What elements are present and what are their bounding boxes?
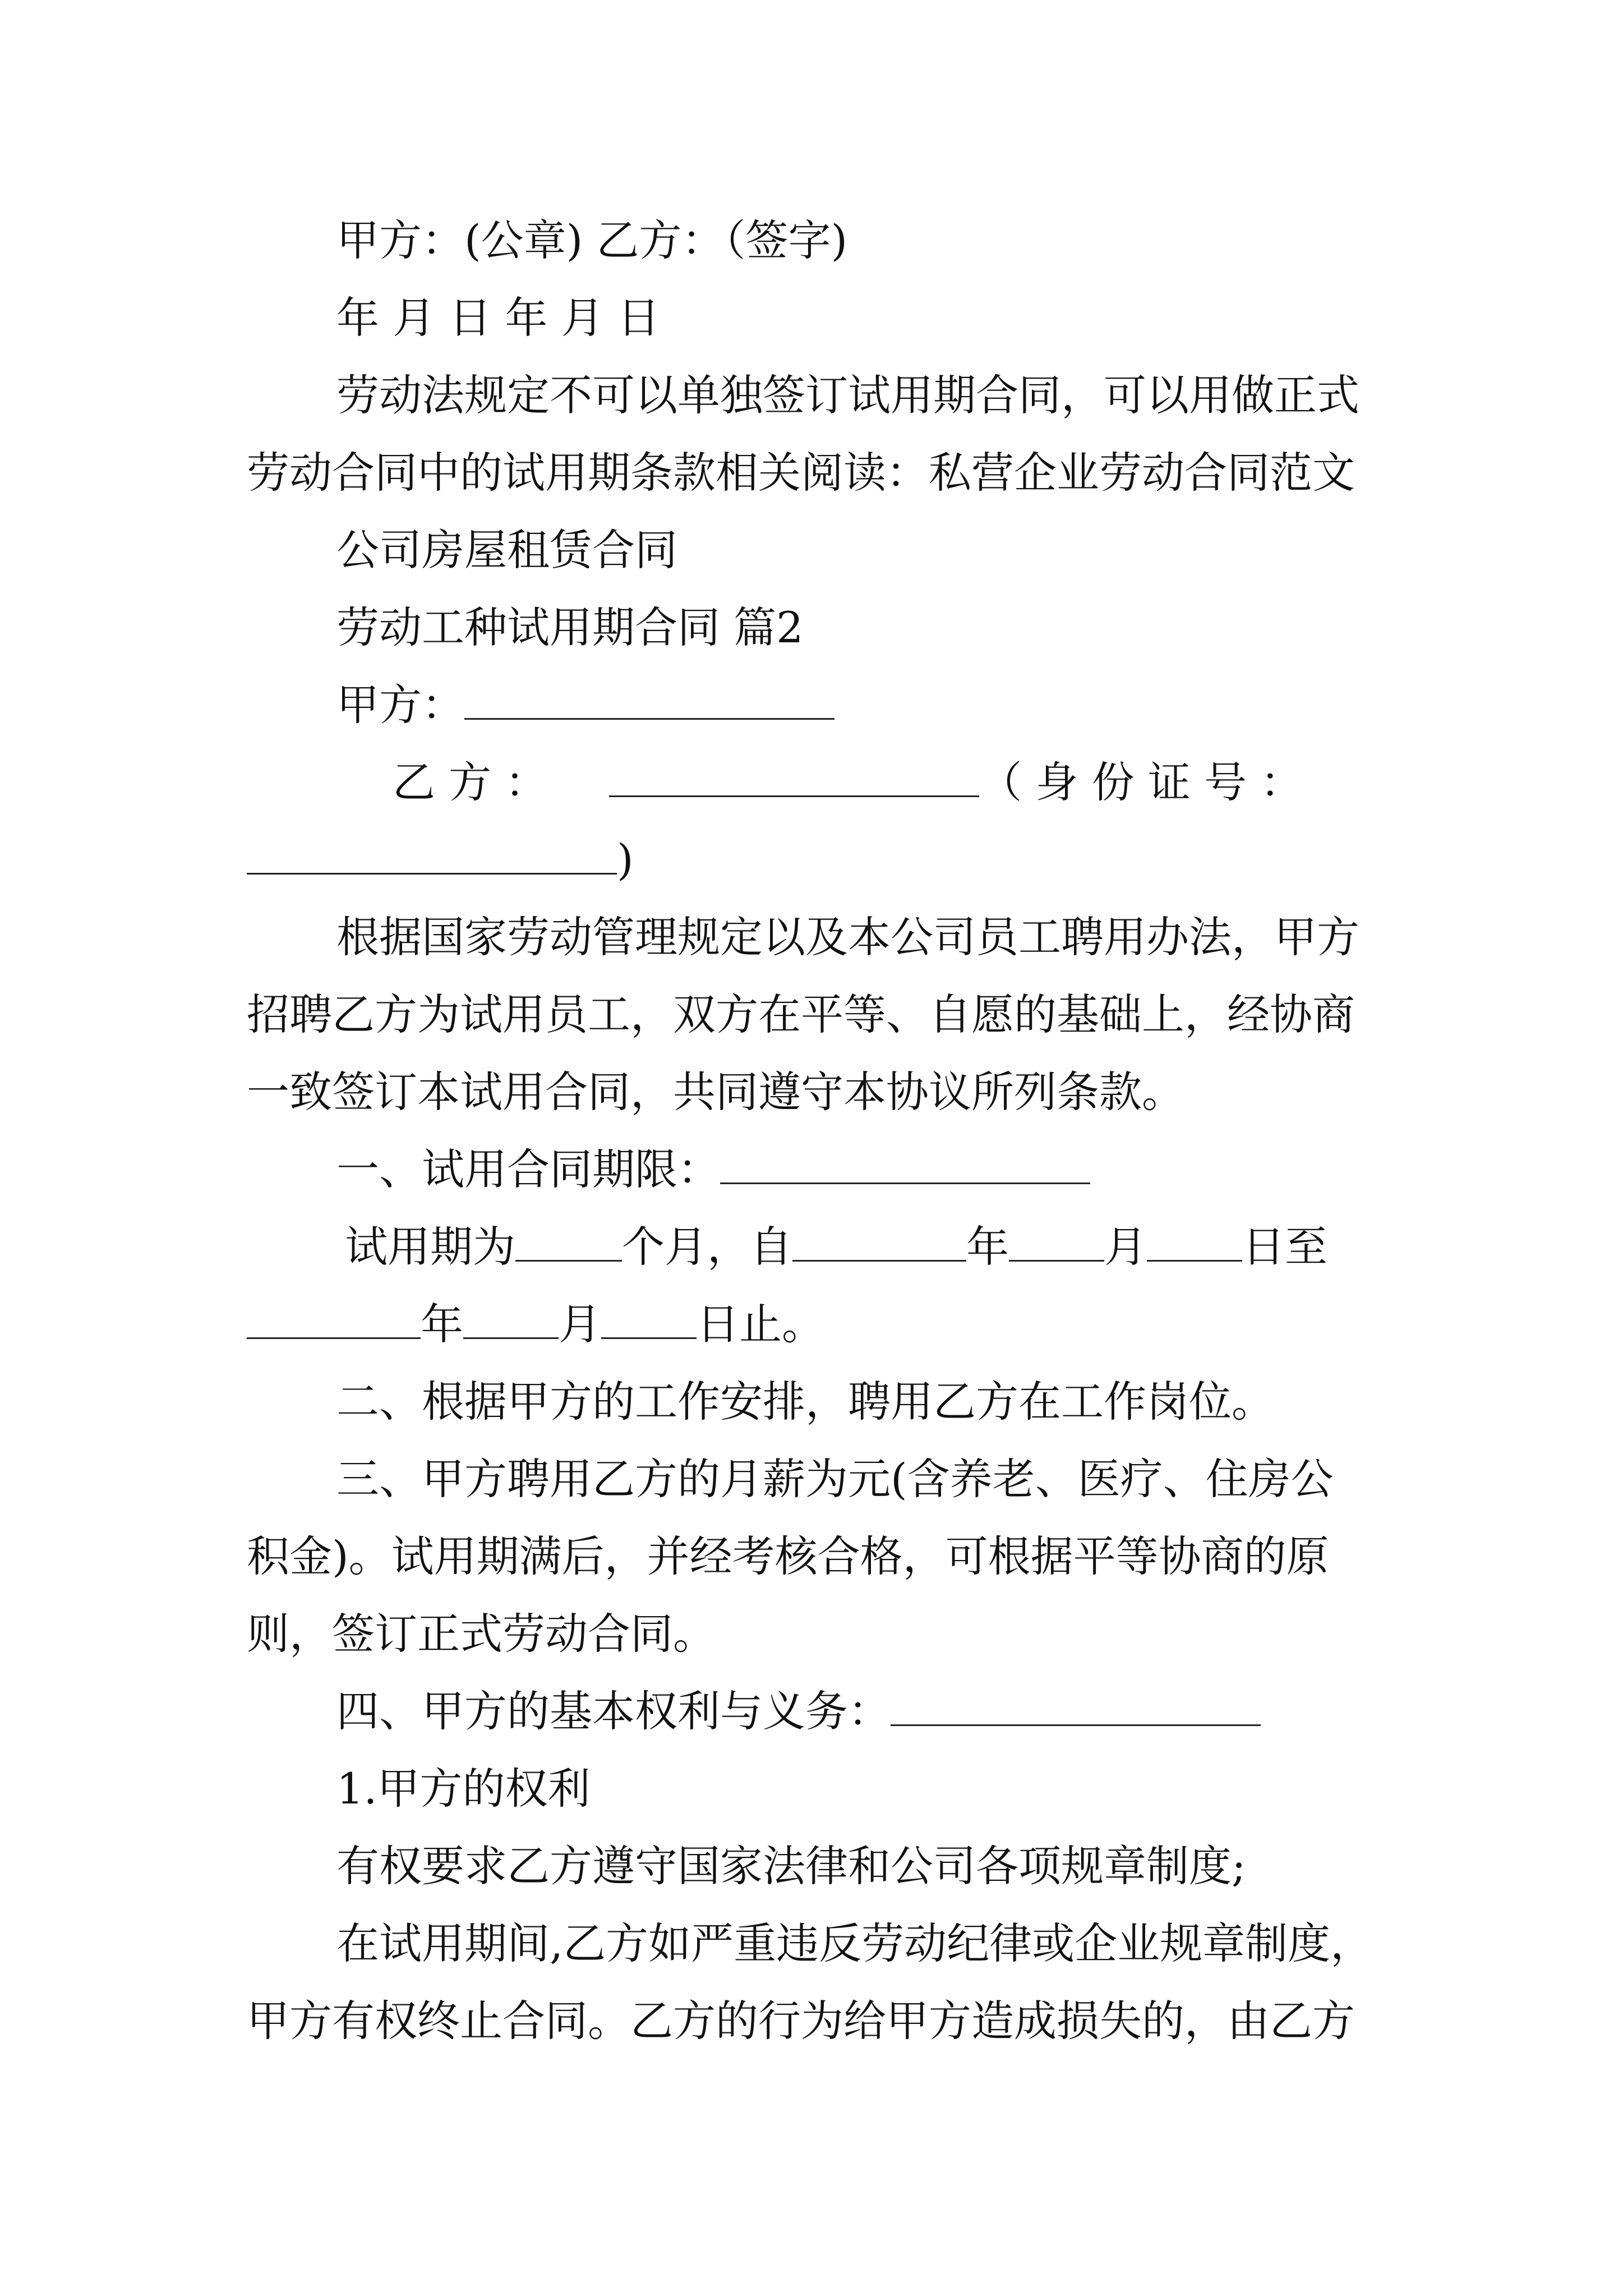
fill-blank (891, 1685, 1261, 1726)
fill-blank (1147, 1221, 1242, 1262)
fill-blank (609, 756, 979, 797)
text-segment: 日至 (1242, 1222, 1327, 1272)
paragraph-line: 在试用期间,乙方如严重违反劳动纪律或企业规章制度， (336, 1918, 1373, 1968)
trial-period-end-line (247, 1286, 824, 1363)
clause-2-line: 二、根据甲方的工作安排，聘用乙方在工作岗位。 (336, 1377, 1274, 1427)
fill-blank (464, 679, 834, 720)
text-segment: 月 (1104, 1222, 1147, 1272)
paragraph-line: 有权要求乙方遵守国家法律和公司各项规章制度; (336, 1841, 1246, 1891)
party-b-line (393, 744, 1303, 821)
subclause-title: 1.甲方的权利 (336, 1764, 591, 1814)
fill-blank (247, 1298, 421, 1339)
paragraph-line: 甲方有权终止合同。乙方的行为给甲方造成损失的，由乙方 (247, 1996, 1355, 2046)
signature-line: 甲方：(公章) 乙方：（签字) (336, 215, 848, 265)
text-segment: 月 (559, 1299, 601, 1349)
paragraph-line: 根据国家劳动管理规定以及本公司员工聘用办法，甲方 (336, 912, 1359, 962)
clause-3-line: 三、甲方聘用乙方的月薪为元(含养老、医疗、住房公 (336, 1454, 1334, 1504)
fill-blank (247, 834, 617, 875)
id-number-label: （ 身 份 证 号 ： (979, 757, 1303, 807)
text-segment: 日止。 (697, 1299, 824, 1349)
fill-blank (463, 1298, 559, 1339)
paragraph-line: 积金)。试用期满后，并经考核合格，可根据平等协商的原 (247, 1531, 1329, 1581)
close-paren: ) (617, 835, 634, 885)
text-segment: 年 (421, 1299, 463, 1349)
paragraph-line: 一致签订本试用合同，共同遵守本协议所列条款。 (247, 1067, 1184, 1117)
paragraph-line: 劳动合同中的试用期条款相关阅读：私营企业劳动合同范文 (247, 448, 1355, 498)
fill-blank (792, 1221, 966, 1262)
paragraph-line: 则，签订正式劳动合同。 (247, 1609, 716, 1659)
fill-blank (1009, 1221, 1104, 1262)
party-a-label: 甲方： (336, 680, 464, 730)
paragraph-line: 公司房屋租赁合同 (336, 525, 677, 575)
fill-blank (720, 1143, 1090, 1184)
text-segment: 年 (966, 1222, 1009, 1272)
party-a-line (336, 666, 834, 744)
paragraph-line: 招聘乙方为试用员工，双方在平等、自愿的基础上，经协商 (247, 990, 1355, 1039)
trial-period-line (345, 1208, 1327, 1286)
party-b-label: 乙 方 ： (393, 757, 548, 807)
date-line: 年 月 日 年 月 日 (336, 293, 660, 343)
text-segment: 试用期为 (345, 1222, 515, 1272)
id-number-line (247, 821, 634, 899)
fill-blank (601, 1298, 697, 1339)
section-title: 劳动工种试用期合同 篇2 (336, 602, 804, 652)
clause-1-title: 一、试用合同期限： (336, 1144, 720, 1194)
clause-1-line (336, 1131, 1090, 1208)
clause-4-line (336, 1673, 1261, 1750)
paragraph-line: 劳动法规定不可以单独签订试用期合同，可以用做正式 (336, 370, 1359, 420)
clause-4-title: 四、甲方的基本权利与义务： (336, 1686, 891, 1736)
text-segment: 个月，自 (622, 1222, 792, 1272)
fill-blank (515, 1221, 622, 1262)
